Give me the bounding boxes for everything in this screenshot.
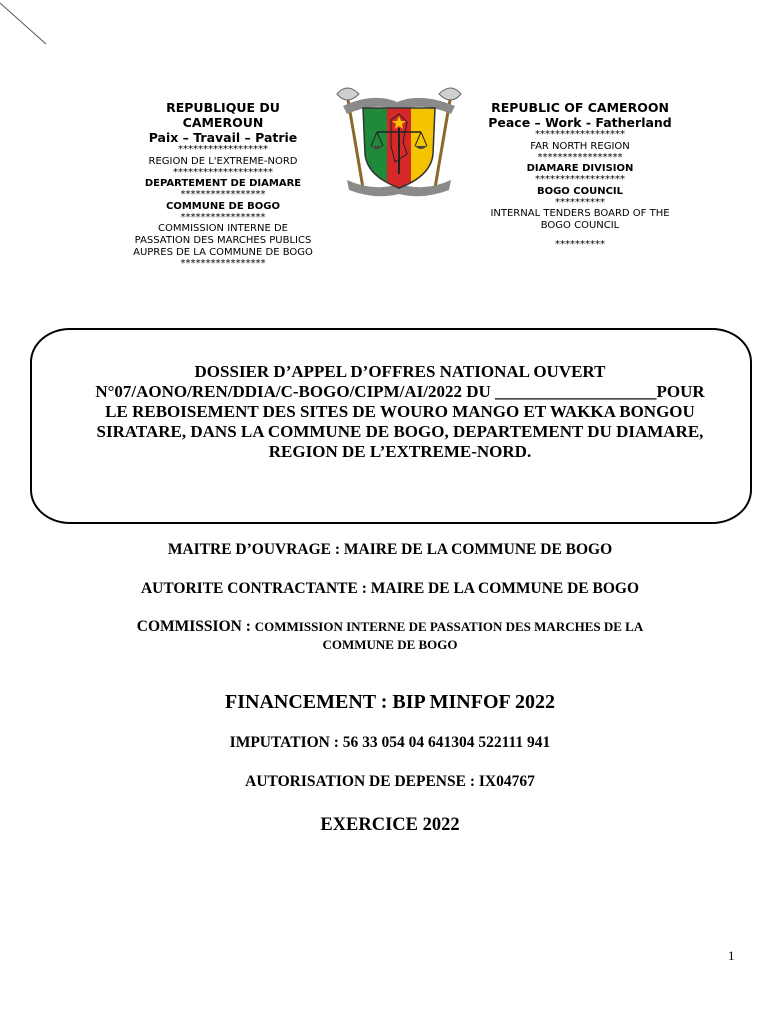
motto-en: Peace – Work - Fatherland: [488, 115, 672, 130]
commission-fr-line2: PASSATION DES MARCHES PUBLICS: [134, 235, 312, 246]
title-line-5: REGION DE L’EXTREME-NORD.: [268, 442, 532, 461]
commission-label: COMMISSION :: [136, 618, 255, 635]
region-en: FAR NORTH REGION: [530, 140, 630, 152]
commission-fr-line3: AUPRES DE LA COMMUNE DE BOGO: [133, 247, 313, 258]
document-title: [60, 362, 740, 462]
title-line-1: DOSSIER D’APPEL D’OFFRES NATIONAL OUVERT: [194, 362, 606, 381]
commission-line: [40, 618, 740, 654]
separator-stars: ******************: [535, 129, 625, 140]
separator-stars: *****************: [180, 211, 266, 223]
corner-fold-line: [0, 0, 60, 50]
exercice: EXERCICE 2022: [320, 815, 460, 835]
division-en: DIAMARE DIVISION: [526, 163, 634, 174]
tenders-board-line2: BOGO COUNCIL: [540, 220, 620, 231]
financement: FINANCEMENT : BIP MINFOF 2022: [225, 691, 555, 713]
title-line-4: SIRATARE, DANS LA COMMUNE DE BOGO, DEPARTEMENT DU DIAMARE,: [96, 422, 704, 441]
separator-stars: *****************: [180, 189, 266, 200]
commission-value-line2: COMMUNE DE BOGO: [322, 637, 458, 652]
header-left-french: [118, 100, 328, 270]
commission-value-line1: COMMISSION INTERNE DE PASSATION DES MARCHES DE LA: [254, 619, 644, 634]
country-name-fr-line1: REPUBLIQUE DU: [166, 100, 280, 115]
separator-stars: **********: [555, 196, 605, 208]
region-fr: REGION DE L'EXTREME-NORD: [148, 155, 298, 167]
commune-fr: COMMUNE DE BOGO: [166, 200, 280, 212]
separator-stars: *****************: [537, 151, 623, 163]
separator-stars: **********: [555, 239, 605, 250]
page-number: 1: [728, 948, 735, 963]
autorite-contractante: AUTORITE CONTRACTANTE : MAIRE DE LA COMMUNE DE BOGO: [140, 580, 640, 597]
country-name-fr-line2: CAMEROUN: [182, 115, 264, 130]
tenders-board-line1: INTERNAL TENDERS BOARD OF THE: [490, 208, 670, 219]
country-name-en: REPUBLIC OF CAMEROON: [491, 100, 669, 115]
council-en: BOGO COUNCIL: [536, 185, 624, 197]
separator-stars: ********************: [173, 166, 273, 178]
title-line-3: LE REBOISEMENT DES SITES DE WOURO MANGO ET WAKKA BONGOU: [105, 402, 695, 421]
commission-fr-line1: COMMISSION INTERNE DE: [157, 223, 289, 234]
separator-stars: ******************: [178, 144, 268, 155]
autorisation-depense: AUTORISATION DE DEPENSE : IX04767: [245, 773, 535, 790]
motto-fr: Paix – Travail – Patrie: [148, 130, 298, 145]
imputation: IMPUTATION : 56 33 054 04 641304 522111 941: [229, 734, 551, 751]
header-right-english: [480, 100, 680, 251]
title-line-2: N°07/AONO/REN/DDIA/C-BOGO/CIPM/AI/2022 DU ___________________POUR: [95, 382, 705, 401]
coat-of-arms-emblem: [333, 84, 465, 202]
separator-stars: ******************: [535, 174, 625, 185]
maitre-ouvrage: MAITRE D’OUVRAGE : MAIRE DE LA COMMUNE DE BOGO: [167, 541, 613, 558]
separator-stars: *****************: [180, 258, 266, 269]
department-fr: DEPARTEMENT DE DIAMARE: [144, 178, 302, 189]
